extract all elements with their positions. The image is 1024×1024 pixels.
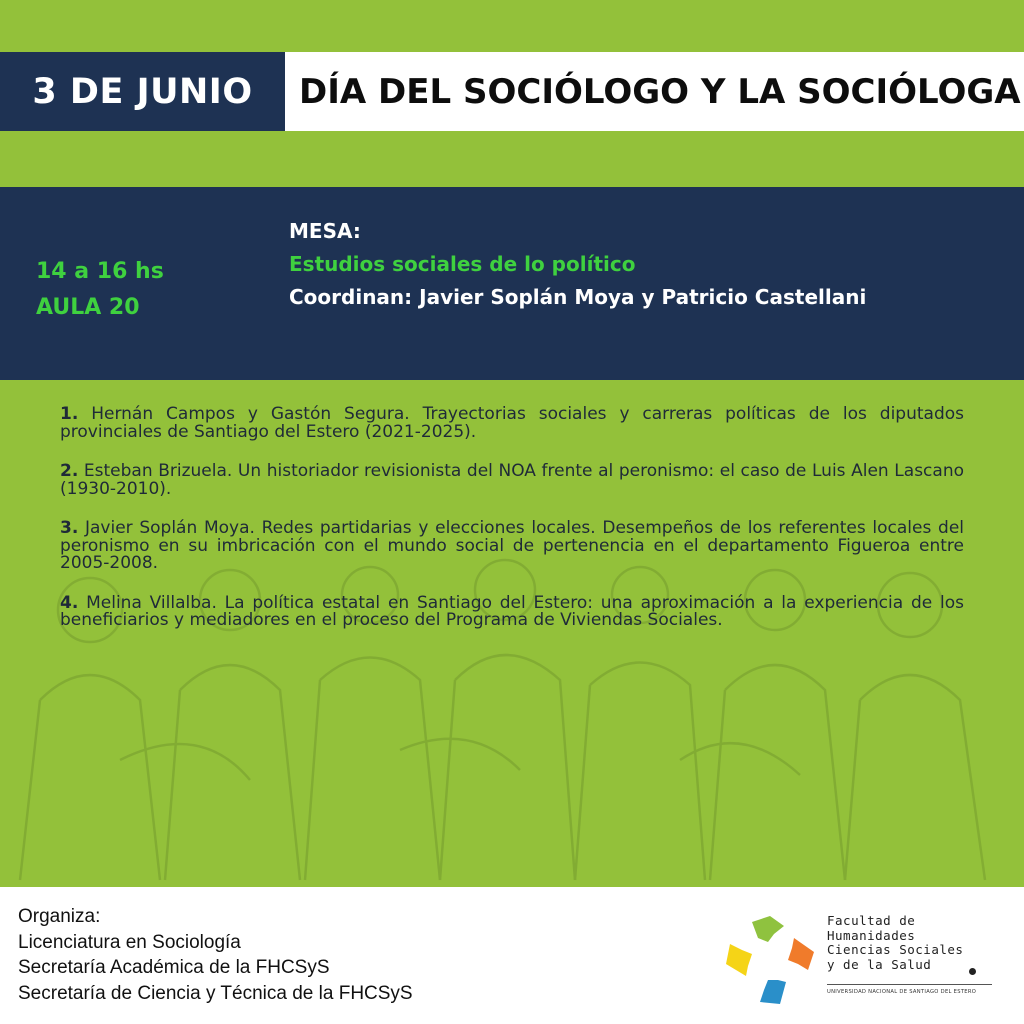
university-name: UNIVERSIDAD NACIONAL DE SANTIAGO DEL ESTERO bbox=[827, 989, 977, 995]
event-title: DÍA DEL SOCIÓLOGO Y LA SOCIÓLOGA bbox=[285, 52, 1024, 131]
faculty-name-line: Ciencias Sociales bbox=[827, 942, 964, 957]
session-details bbox=[289, 215, 866, 314]
talk-list bbox=[60, 406, 964, 652]
talk-item bbox=[60, 520, 964, 573]
mesa-topic: Estudios sociales de lo político bbox=[289, 252, 636, 276]
talk-text: Esteban Brizuela. Un historiador revisionista del NOA frente al peronismo: el caso de Luis Alen Lascano (1930-2010). bbox=[60, 461, 964, 499]
talk-text: Melina Villalba. La política estatal en Santiago del Estero: una aproximación a la experiencia de los beneficiarios y mediadores en el proceso del Programa de Viviendas Sociales. bbox=[60, 592, 964, 630]
logo-divider bbox=[827, 984, 992, 985]
faculty-name-line: Humanidades bbox=[827, 927, 916, 943]
mesa-coordinators: Coordinan: Javier Soplán Moya y Patricio Castellani bbox=[289, 285, 867, 309]
organiza-label: Organiza: bbox=[18, 906, 101, 927]
organizer-item: Licenciatura en Sociología bbox=[18, 931, 241, 953]
organizer-item: Secretaría Académica de la FHCSyS bbox=[18, 957, 330, 978]
organizers-block bbox=[18, 904, 413, 1006]
organizer-item: Secretaría de Ciencia y Técnica de la FHCSyS bbox=[18, 982, 413, 1004]
faculty-name bbox=[827, 914, 963, 972]
session-room: AULA 20 bbox=[36, 295, 140, 320]
session-time: 14 a 16 hs bbox=[36, 259, 164, 284]
event-date: 3 DE JUNIO bbox=[0, 52, 285, 131]
logo-dot bbox=[969, 968, 976, 975]
faculty-name-line: Facultad de bbox=[827, 913, 916, 928]
talk-text: Hernán Campos y Gastón Segura. Trayectorias sociales y carreras políticas de los diputados provinciales de Santiago del Estero (2021-2025). bbox=[60, 404, 964, 442]
talk-number: 2. bbox=[60, 461, 79, 481]
faculty-name-line: y de la Salud bbox=[827, 956, 932, 972]
faculty-logo-icon bbox=[722, 912, 818, 1008]
mesa-label: MESA: bbox=[289, 219, 361, 243]
logo-petal-yellow bbox=[726, 944, 752, 976]
talk-number: 3. bbox=[60, 518, 79, 538]
talk-number: 4. bbox=[60, 592, 79, 613]
logo-petal-orange bbox=[788, 938, 814, 970]
logo-petal-green bbox=[752, 916, 784, 942]
talk-item bbox=[60, 592, 964, 630]
talk-item bbox=[60, 406, 964, 441]
talk-text: Javier Soplán Moya. Redes partidarias y elecciones locales. Desempeños de los referentes locales del peronismo en su imbricación con el mundo social de pertenencia en el departamento Figueroa entre 2005-2008. bbox=[60, 518, 964, 573]
logo-petal-blue bbox=[760, 980, 786, 1004]
session-schedule bbox=[36, 254, 164, 326]
talk-number: 1. bbox=[60, 404, 79, 424]
talk-item bbox=[60, 463, 964, 498]
